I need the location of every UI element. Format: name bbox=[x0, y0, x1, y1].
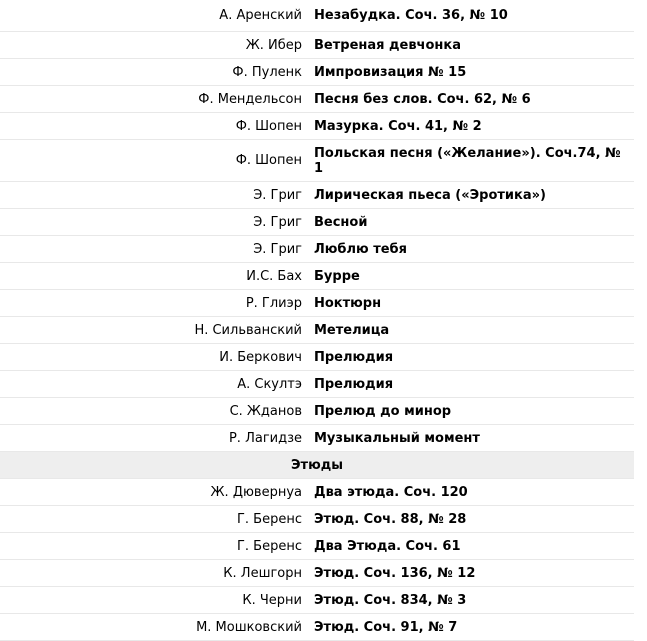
composer-cell: Э. Григ bbox=[253, 241, 302, 257]
composer-cell: Р. Глиэр bbox=[245, 295, 302, 311]
table-row bbox=[0, 290, 634, 317]
piece-title-cell: Метелица bbox=[314, 322, 390, 338]
composer-cell: Г. Беренс bbox=[236, 538, 302, 554]
composer-cell: Ф. Шопен bbox=[235, 118, 302, 134]
composer-cell: И. Беркович bbox=[219, 349, 302, 365]
piece-title-cell: Два этюда. Соч. 120 bbox=[314, 484, 468, 500]
piece-title-cell: Бурре bbox=[314, 268, 360, 284]
table-row bbox=[0, 32, 634, 59]
table-row bbox=[0, 317, 634, 344]
table-row bbox=[0, 398, 634, 425]
table-row bbox=[0, 533, 634, 560]
composer-cell: Ф. Шопен bbox=[235, 153, 302, 168]
composer-cell: Ж. Дювернуа bbox=[210, 484, 302, 500]
piece-title-cell: Этюд. Соч. 834, № 3 bbox=[314, 592, 467, 608]
piece-title-cell: Мазурка. Соч. 41, № 2 bbox=[314, 118, 482, 134]
table-row bbox=[0, 236, 634, 263]
composer-cell: К. Черни bbox=[242, 592, 302, 608]
table-row bbox=[0, 560, 634, 587]
piece-title-cell: Прелюдия bbox=[314, 376, 394, 392]
table-row bbox=[0, 113, 634, 140]
table-row bbox=[0, 344, 634, 371]
table-row bbox=[0, 425, 634, 452]
table-row bbox=[0, 371, 634, 398]
piece-title-cell: Этюд. Соч. 136, № 12 bbox=[314, 565, 476, 581]
piece-title-cell: Польская песня («Желание»). Соч.74, № 1 bbox=[314, 145, 621, 176]
composer-cell: А. Скултэ bbox=[237, 376, 302, 392]
composer-cell: И.С. Бах bbox=[246, 268, 302, 284]
piece-title-cell: Прелюдия bbox=[314, 349, 394, 365]
table-row bbox=[0, 209, 634, 236]
piece-title-cell: Этюд. Соч. 91, № 7 bbox=[314, 619, 458, 635]
piece-title-cell: Прелюд до минор bbox=[314, 403, 452, 419]
piece-title-cell: Незабудка. Соч. 36, № 10 bbox=[314, 8, 508, 23]
table-row bbox=[0, 140, 634, 182]
piece-title-cell: Ноктюрн bbox=[314, 295, 382, 311]
table-row bbox=[0, 506, 634, 533]
composer-cell: С. Жданов bbox=[229, 403, 302, 419]
composer-cell: Н. Сильванский bbox=[194, 322, 302, 338]
composer-cell: А. Аренский bbox=[219, 8, 302, 23]
piece-title-cell: Весной bbox=[314, 214, 368, 230]
piece-title-cell: Ветреная девчонка bbox=[314, 37, 461, 53]
table-row bbox=[0, 86, 634, 113]
composer-cell: Р. Лагидзе bbox=[228, 430, 302, 446]
piece-title-cell: Этюд. Соч. 88, № 28 bbox=[314, 511, 467, 527]
table-row bbox=[0, 587, 634, 614]
piece-title-cell: Люблю тебя bbox=[314, 241, 407, 257]
piece-title-cell: Импровизация № 15 bbox=[314, 64, 467, 80]
section-header-etudes: Этюды bbox=[0, 452, 634, 479]
table-row bbox=[0, 182, 634, 209]
table-row bbox=[0, 479, 634, 506]
composer-cell: Ж. Ибер bbox=[245, 37, 302, 53]
composer-cell: Ф. Пуленк bbox=[232, 64, 302, 80]
composer-cell: Г. Беренс bbox=[236, 511, 302, 527]
table-row bbox=[0, 59, 634, 86]
piece-title-cell: Два Этюда. Соч. 61 bbox=[314, 538, 461, 554]
piece-title-cell: Песня без слов. Соч. 62, № 6 bbox=[314, 91, 531, 107]
table-row bbox=[0, 0, 634, 32]
composer-cell: Э. Григ bbox=[253, 187, 302, 203]
piece-title-cell: Музыкальный момент bbox=[314, 430, 480, 446]
composer-cell: М. Мошковский bbox=[196, 619, 302, 635]
piece-title-cell: Лирическая пьеса («Эротика») bbox=[314, 187, 546, 203]
composer-cell: Э. Григ bbox=[253, 214, 302, 230]
composer-cell: Ф. Мендельсон bbox=[198, 91, 302, 107]
table-row bbox=[0, 263, 634, 290]
composer-cell: К. Лешгорн bbox=[223, 565, 302, 581]
